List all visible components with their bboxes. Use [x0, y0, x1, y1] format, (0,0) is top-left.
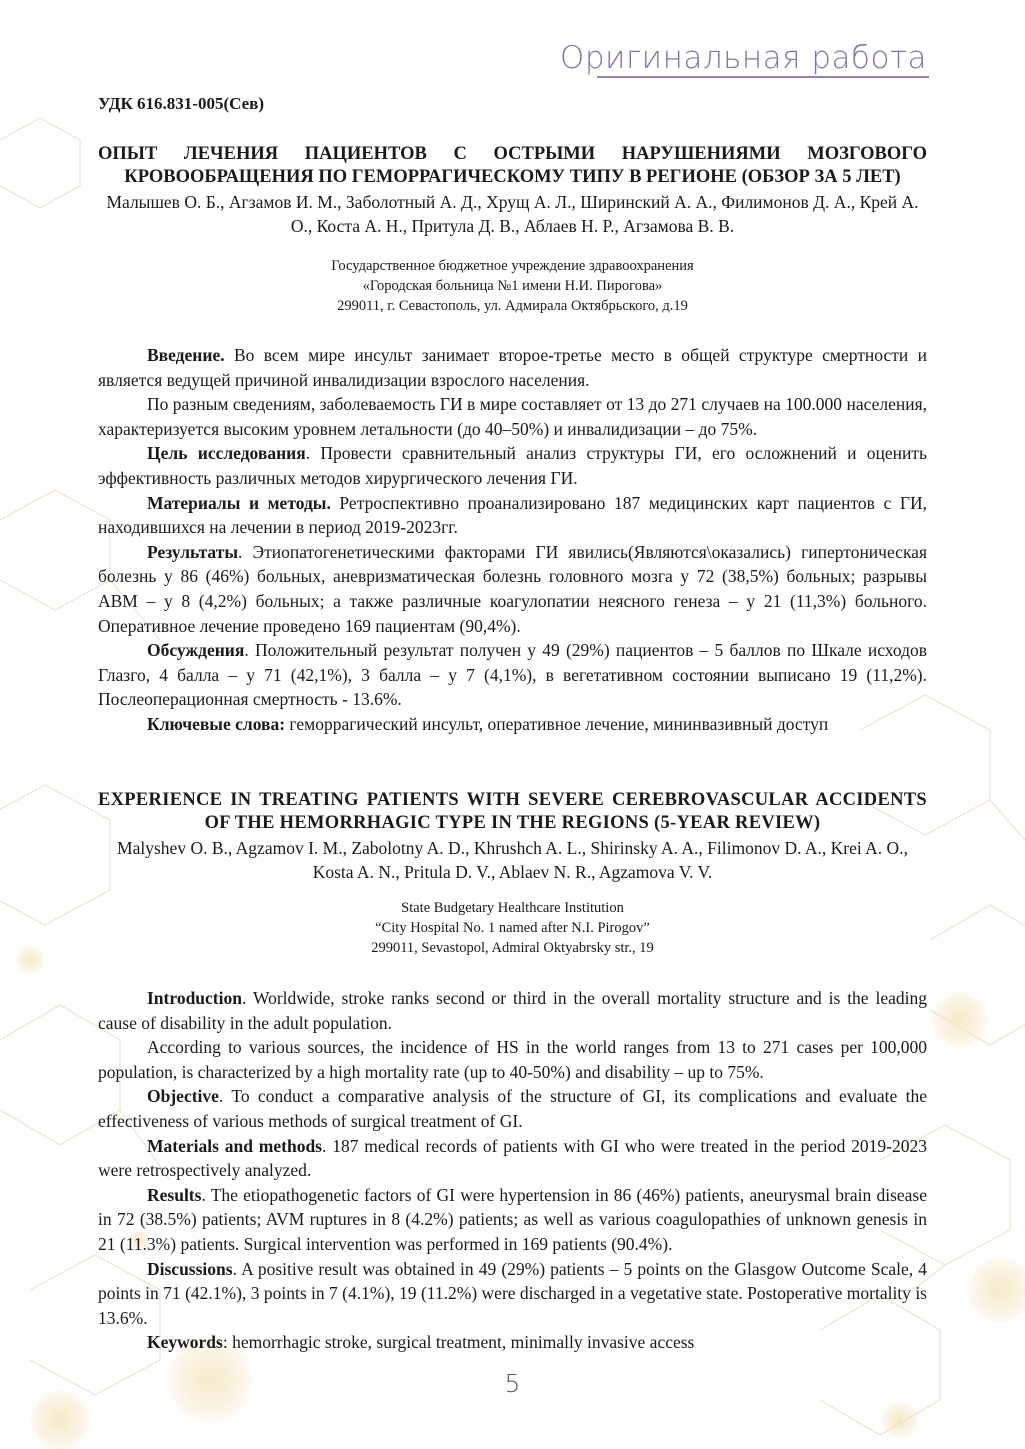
udk-code: УДК 616.831-005(Сев)	[98, 94, 264, 113]
ru-keywords-label: Ключевые слова:	[147, 713, 286, 734]
en-section-text: . The etiopathogenetic factors of GI were hypertension in 86 (46%) patients, aneurysmal brain disease in 72 (38.5%) patients; AVM ruptures in 8 (4.2%) patients; as well as various coagulopathies of unknown genesis in 21 (11.3%) patients. Surgical intervention was performed in 169 patients (90.4%).	[98, 1184, 927, 1254]
ru-abstract-paragraph	[98, 540, 927, 638]
ru-institution	[98, 256, 927, 316]
ru-section-text: Во всем мире инсульт занимает второе-третье место в общей структуре смертности и является ведущей причиной инвалидизации взрослого населения.	[98, 345, 927, 390]
ru-abstract-paragraph	[98, 343, 927, 392]
en-institution-line: “City Hospital No. 1 named after N.I. Pirogov”	[375, 920, 650, 936]
ru-institution-line: «Городская больница №1 имени Н.И. Пирогова»	[362, 278, 663, 294]
en-abstract	[98, 986, 927, 1355]
ru-section-text: Ретроспективно проанализировано 187 медицинских карт пациентов с ГИ, находившихся на лечении в период 2019-2023гг.	[98, 492, 928, 538]
en-abstract-paragraph	[98, 1257, 927, 1331]
ru-keywords-text: геморрагический инсульт, оперативное лечение, мининвазивный доступ	[285, 713, 829, 734]
en-section-text: According to various sources, the incidence of HS in the world ranges from 13 to 271 cases per 100,000 population, is characterized by a high mortality rate (up to 40-50%) and disability – up to 75%.	[98, 1037, 927, 1082]
ru-heading-block	[98, 143, 927, 238]
en-institution	[98, 898, 927, 958]
ru-abstract-paragraph	[98, 491, 927, 540]
en-institution-line: 299011, Sevastopol, Admiral Oktyabrsky str., 19	[371, 940, 654, 956]
ru-article-title: ОПЫТ ЛЕЧЕНИЯ ПАЦИЕНТОВ С ОСТРЫМИ НАРУШЕНИЯМИ МОЗГОВОГО КРОВООБРАЩЕНИЯ ПО ГЕМОРРАГИЧЕСКОМУ ТИПУ В РЕГИОНЕ (ОБЗОР ЗА 5 ЛЕТ)	[98, 144, 927, 187]
en-section-text: . A positive result was obtained in 49 (29%) patients – 5 points on the Glasgow Outcome Scale, 4 points in 71 (42.1%), 3 points in 7 (4.1%), 19 (11.2%) were discharged in a vegetative state. Postoperative mortality is 13.6%.	[98, 1258, 927, 1328]
en-section-label: Materials and methods	[147, 1135, 322, 1156]
ru-authors: Малышев О. Б., Агзамов И. М., Заболотный А. Д., Хрущ А. Л., Ширинский А. А., Филимонов Д. А., Крей А. О., Коста А. Н., Притула Д. В., Аблаев Н. Р., Агзамова В. В.	[106, 192, 919, 236]
ru-abstract-paragraph	[98, 392, 927, 441]
ru-section-label: Обсуждения	[147, 640, 245, 661]
page-number: 5	[504, 1369, 521, 1398]
en-section-label: Results	[147, 1184, 202, 1205]
ru-abstract-paragraph	[98, 441, 927, 490]
ru-institution-line: 299011, г. Севастополь, ул. Адмирала Октябрьского, д.19	[337, 298, 688, 314]
en-section-text: . To conduct a comparative analysis of the structure of GI, its complications and evaluate the effectiveness of various methods of surgical treatment of GI.	[98, 1086, 927, 1131]
en-section-label: Discussions	[147, 1258, 233, 1279]
en-institution-line: State Budgetary Healthcare Institution	[401, 900, 624, 916]
section-title-rule	[597, 76, 929, 78]
ru-section-label: Материалы и методы.	[147, 492, 331, 513]
ru-abstract-paragraph	[98, 638, 927, 712]
ru-section-label: Введение.	[147, 345, 225, 365]
en-abstract-paragraph	[98, 1035, 927, 1084]
ru-institution-line: Государственное бюджетное учреждение здравоохранения	[331, 258, 694, 274]
ru-section-label: Результаты	[147, 541, 238, 562]
en-section-text: . 187 medical records of patients with GI who were treated in the period 2019-2023 were retrospectively analyzed.	[98, 1135, 928, 1181]
ru-section-label: Цель исследования	[147, 443, 306, 464]
ru-section-text: По разным сведениям, заболеваемость ГИ в мире составляет от 13 до 271 случаев на 100.000 населения, характеризуется высоким уровнем летальности (до 40–50%) и инвалидизации – до 75%.	[98, 394, 927, 439]
en-section-text: . Worldwide, stroke ranks second or third in the overall mortality structure and is the leading cause of disability in the adult population.	[98, 988, 927, 1033]
ru-section-text: . Этиопатогенетическими факторами ГИ явились(Являются\оказались) гипертоническая болезнь у 86 (46%) больных, аневризматическая болезнь головного мозга у 72 (38,5%) больных; разрывы АВМ – у 8 (4,2%) больных; а также различные коагулопатии неясного генеза – у 21 (11,3%) больного. Оперативное лечение проведено 169 пациентам (90,4%).	[98, 541, 927, 636]
ru-abstract-paragraph	[98, 712, 927, 737]
en-article-title: EXPERIENCE IN TREATING PATIENTS WITH SEVERE CEREBROVASCULAR ACCIDENTS OF THE HEMORRHAGIC TYPE IN THE REGIONS (5-YEAR REVIEW)	[98, 790, 927, 833]
ru-section-text: . Положительный результат получен у 49 (29%) пациентов – 5 баллов по Шкале исходов Глазго, 4 балла – у 71 (42,1%), 3 балла – у 7 (4,1%), в вегетативном состоянии выписано 19 (11,2%). Послеоперационная смертность - 13.6%.	[98, 640, 927, 710]
en-abstract-paragraph	[98, 986, 927, 1035]
ru-abstract	[98, 343, 927, 737]
en-keywords-text: : hemorrhagic stroke, surgical treatment, minimally invasive access	[222, 1332, 695, 1353]
ru-section-text: . Провести сравнительный анализ структуры ГИ, его осложнений и оценить эффективность различных методов хирургического лечения ГИ.	[98, 443, 927, 488]
en-abstract-paragraph	[98, 1084, 927, 1133]
en-abstract-paragraph	[98, 1330, 927, 1355]
en-section-label: Introduction	[147, 988, 242, 1008]
en-heading-block	[98, 789, 927, 884]
en-abstract-paragraph	[98, 1183, 927, 1257]
section-title: Оригинальная работа	[559, 40, 927, 76]
en-authors: Malyshev O. B., Agzamov I. M., Zabolotny A. D., Khrushch A. L., Shirinsky A. A., Filimonov D. A., Krei A. O., Kosta A. N., Pritula D. V., Ablaev N. R., Agzamova V. V.	[117, 838, 908, 882]
en-abstract-paragraph	[98, 1134, 927, 1183]
en-keywords-label: Keywords	[147, 1332, 223, 1353]
en-section-label: Objective	[147, 1086, 219, 1107]
